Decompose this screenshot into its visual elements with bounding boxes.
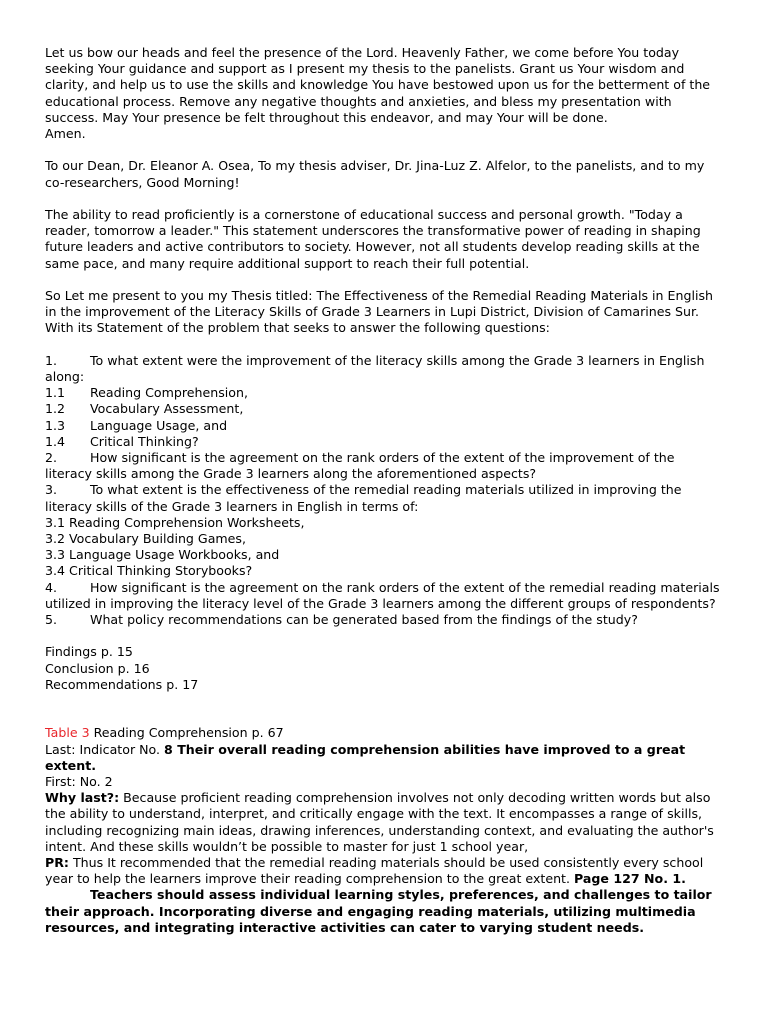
table3-title: Reading Comprehension p. 67 <box>89 725 284 741</box>
question-1-3 <box>45 418 725 434</box>
question-3-1: 3.1 Reading Comprehension Worksheets, <box>45 514 305 530</box>
sub-number: 1.3 <box>45 417 66 433</box>
question-3-text: To what extent is the effectiveness of the remedial reading materials utilized in improving the literacy skills of the Grade 3 learners in English in terms of: <box>45 482 682 514</box>
question-1-4 <box>45 434 725 450</box>
question-1-2 <box>45 401 725 417</box>
table3-why-last <box>45 790 725 855</box>
sub-number: 1.2 <box>45 401 66 417</box>
prayer-amen: Amen. <box>45 126 86 142</box>
question-1-number: 1. <box>45 352 58 368</box>
findings-page-ref: Findings p. 15 <box>45 644 133 660</box>
sub-number: 1.4 <box>45 433 66 449</box>
table3-label: Table 3 <box>45 725 90 741</box>
thesis-intro-paragraph: So Let me present to you my Thesis titled: The Effectiveness of the Remedial Reading Materials in English in the improvement of the Literacy Skills of Grade 3 Learners in Lupi District, Division of Camarines Sur. With its Statement of the problem that seeks to answer the following questions: <box>45 288 714 336</box>
question-4 <box>45 580 725 612</box>
sub-text: Vocabulary Assessment, <box>90 401 244 417</box>
last-label: Last: Indicator No. <box>45 741 165 757</box>
document-page <box>45 45 725 936</box>
question-3-number: 3. <box>45 482 58 498</box>
question-3-3: 3.3 Language Usage Workbooks, and <box>45 547 280 563</box>
table3-pr <box>45 855 725 887</box>
intro-paragraph: The ability to read proficiently is a cornerstone of educational success and personal growth. "Today a reader, tomorrow a leader." This statement underscores the transformative power of reading in shaping future leaders and active contributors to society. However, not all students develop reading skills at the same pace, and many require additional support to reach their full potential. <box>45 207 701 271</box>
question-3-4: 3.4 Critical Thinking Storybooks? <box>45 563 253 579</box>
why-label: Why last?: <box>45 790 120 806</box>
question-2-text: How significant is the agreement on the rank orders of the extent of the improvement of the literacy skills among the Grade 3 learners along the aforementioned aspects? <box>45 450 675 482</box>
table3-last <box>45 742 725 774</box>
table3-heading <box>45 725 725 741</box>
prayer-paragraph: Let us bow our heads and feel the presence of the Lord. Heavenly Father, we come before You today seeking Your guidance and support as I present my thesis to the panelists. Grant us Your wisdom and clarity, and help us to use the skills and knowledge You have bestowed upon us for the betterment of the educational process. Remove any negative thoughts and anxieties, and bless my presentation with success. May Your presence be felt throughout this endeavor, and may Your will be done. <box>45 45 711 125</box>
sub-text: Critical Thinking? <box>90 433 199 449</box>
question-5-text: What policy recommendations can be generated based from the findings of the study? <box>90 612 638 628</box>
pr-text: Thus It recommended that the remedial reading materials should be used consistently every school year to help the learners improve their reading comprehension to the great extent. <box>45 855 704 887</box>
question-1-1 <box>45 385 725 401</box>
greeting-paragraph: To our Dean, Dr. Eleanor A. Osea, To my thesis adviser, Dr. Jina-Luz Z. Alfelor, to the panelists, and to my co-researchers, Good Morning! <box>45 158 705 190</box>
why-text: Because proficient reading comprehension involves not only decoding written words but also the ability to understand, interpret, and critically engage with the text. It encompasses a range of skills, including recognizing main ideas, drawing inferences, understanding context, and evaluating the author's intent. And these skills wouldn’t be possible to master for just 1 school year, <box>45 790 714 854</box>
table3-first: First: No. 2 <box>45 774 113 790</box>
question-1-text: To what extent were the improvement of the literacy skills among the Grade 3 learners in English along: <box>45 352 705 384</box>
sub-text: Reading Comprehension, <box>90 385 248 401</box>
question-5 <box>45 612 725 628</box>
pr-label: PR: <box>45 855 69 871</box>
question-3-2: 3.2 Vocabulary Building Games, <box>45 531 246 547</box>
recommendations-page-ref: Recommendations p. 17 <box>45 676 199 692</box>
conclusion-page-ref: Conclusion p. 16 <box>45 660 150 676</box>
sub-number: 1.1 <box>45 385 66 401</box>
question-4-number: 4. <box>45 579 58 595</box>
question-3 <box>45 482 725 514</box>
table3-final <box>45 887 725 936</box>
question-2-number: 2. <box>45 450 58 466</box>
sub-text: Language Usage, and <box>90 417 228 433</box>
final-recommendation: Teachers should assess individual learning styles, preferences, and challenges to tailor their approach. Incorporating diverse and engaging reading materials, utilizing multimedia resources, and integrating interactive activities can cater to varying student needs. <box>45 887 712 935</box>
question-4-text: How significant is the agreement on the rank orders of the extent of the remedial reading materials utilized in improving the literacy level of the Grade 3 learners among the different groups of respondents? <box>45 579 720 611</box>
pr-page-ref: Page 127 No. 1. <box>574 871 686 887</box>
question-2 <box>45 450 725 482</box>
last-indicator: 8 Their overall reading comprehension abilities have improved to a great extent. <box>45 741 686 773</box>
question-5-number: 5. <box>45 612 58 628</box>
question-1 <box>45 353 725 385</box>
